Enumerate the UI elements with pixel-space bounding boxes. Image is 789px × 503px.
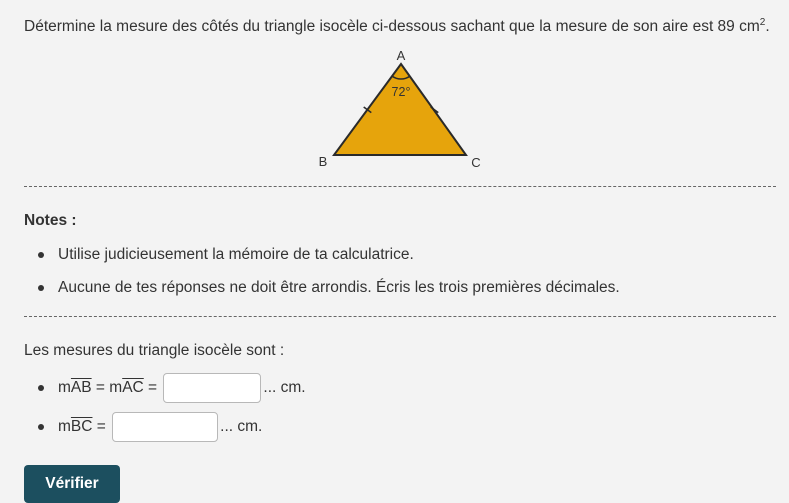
segment-ab-label: $\overline{AB}$	[70, 379, 92, 396]
answer-bc-input[interactable]	[112, 412, 218, 442]
problem-end: .	[765, 18, 770, 35]
unit-label: ... cm.	[220, 418, 263, 435]
answer-row-ab-ac	[38, 371, 306, 405]
note-item	[38, 244, 620, 277]
divider-top	[24, 186, 776, 187]
vertex-label-a: A	[396, 48, 406, 63]
bullet-icon	[38, 285, 44, 291]
equals-sign: =	[92, 418, 111, 435]
vertex-label-c: C	[471, 155, 481, 170]
answer-ab-ac-input[interactable]	[163, 373, 261, 403]
notes-list	[38, 244, 620, 310]
bullet-icon	[38, 424, 44, 430]
measure-prefix: m	[58, 418, 71, 435]
note-text: Utilise judicieusement la mémoire de ta calculatrice.	[58, 246, 414, 263]
notes-title: Notes :	[24, 212, 77, 229]
bullet-icon	[38, 385, 44, 391]
measure-prefix: m	[109, 379, 123, 396]
measure-prefix: m	[58, 379, 71, 396]
problem-text: Détermine la mesure des côtés du triangle isocèle ci-dessous sachant que la mesure de son aire est 89 cm	[24, 18, 760, 35]
problem-statement	[24, 16, 784, 38]
angle-label: 72°	[391, 85, 411, 99]
isosceles-triangle-figure	[300, 44, 500, 174]
triangle-shape	[334, 64, 466, 155]
segment-ac-label: $\overline{AC}$	[122, 379, 144, 396]
segment-bc-label: $\overline{BC}$	[70, 418, 93, 435]
unit-label: ... cm.	[263, 379, 306, 396]
problem-exponent: 2	[759, 16, 766, 28]
note-item	[38, 277, 620, 310]
divider-bottom	[24, 316, 776, 317]
bullet-icon	[38, 252, 44, 258]
vertex-label-b: B	[318, 154, 328, 169]
note-text: Aucune de tes réponses ne doit être arrondis. Écris les trois premières décimales.	[58, 279, 620, 296]
answer-row-bc	[38, 410, 262, 444]
answers-intro: Les mesures du triangle isocèle sont :	[24, 342, 285, 359]
verify-button[interactable]: Vérifier	[24, 465, 120, 503]
equals-sign: =	[91, 379, 110, 396]
equals-sign: =	[143, 379, 162, 396]
